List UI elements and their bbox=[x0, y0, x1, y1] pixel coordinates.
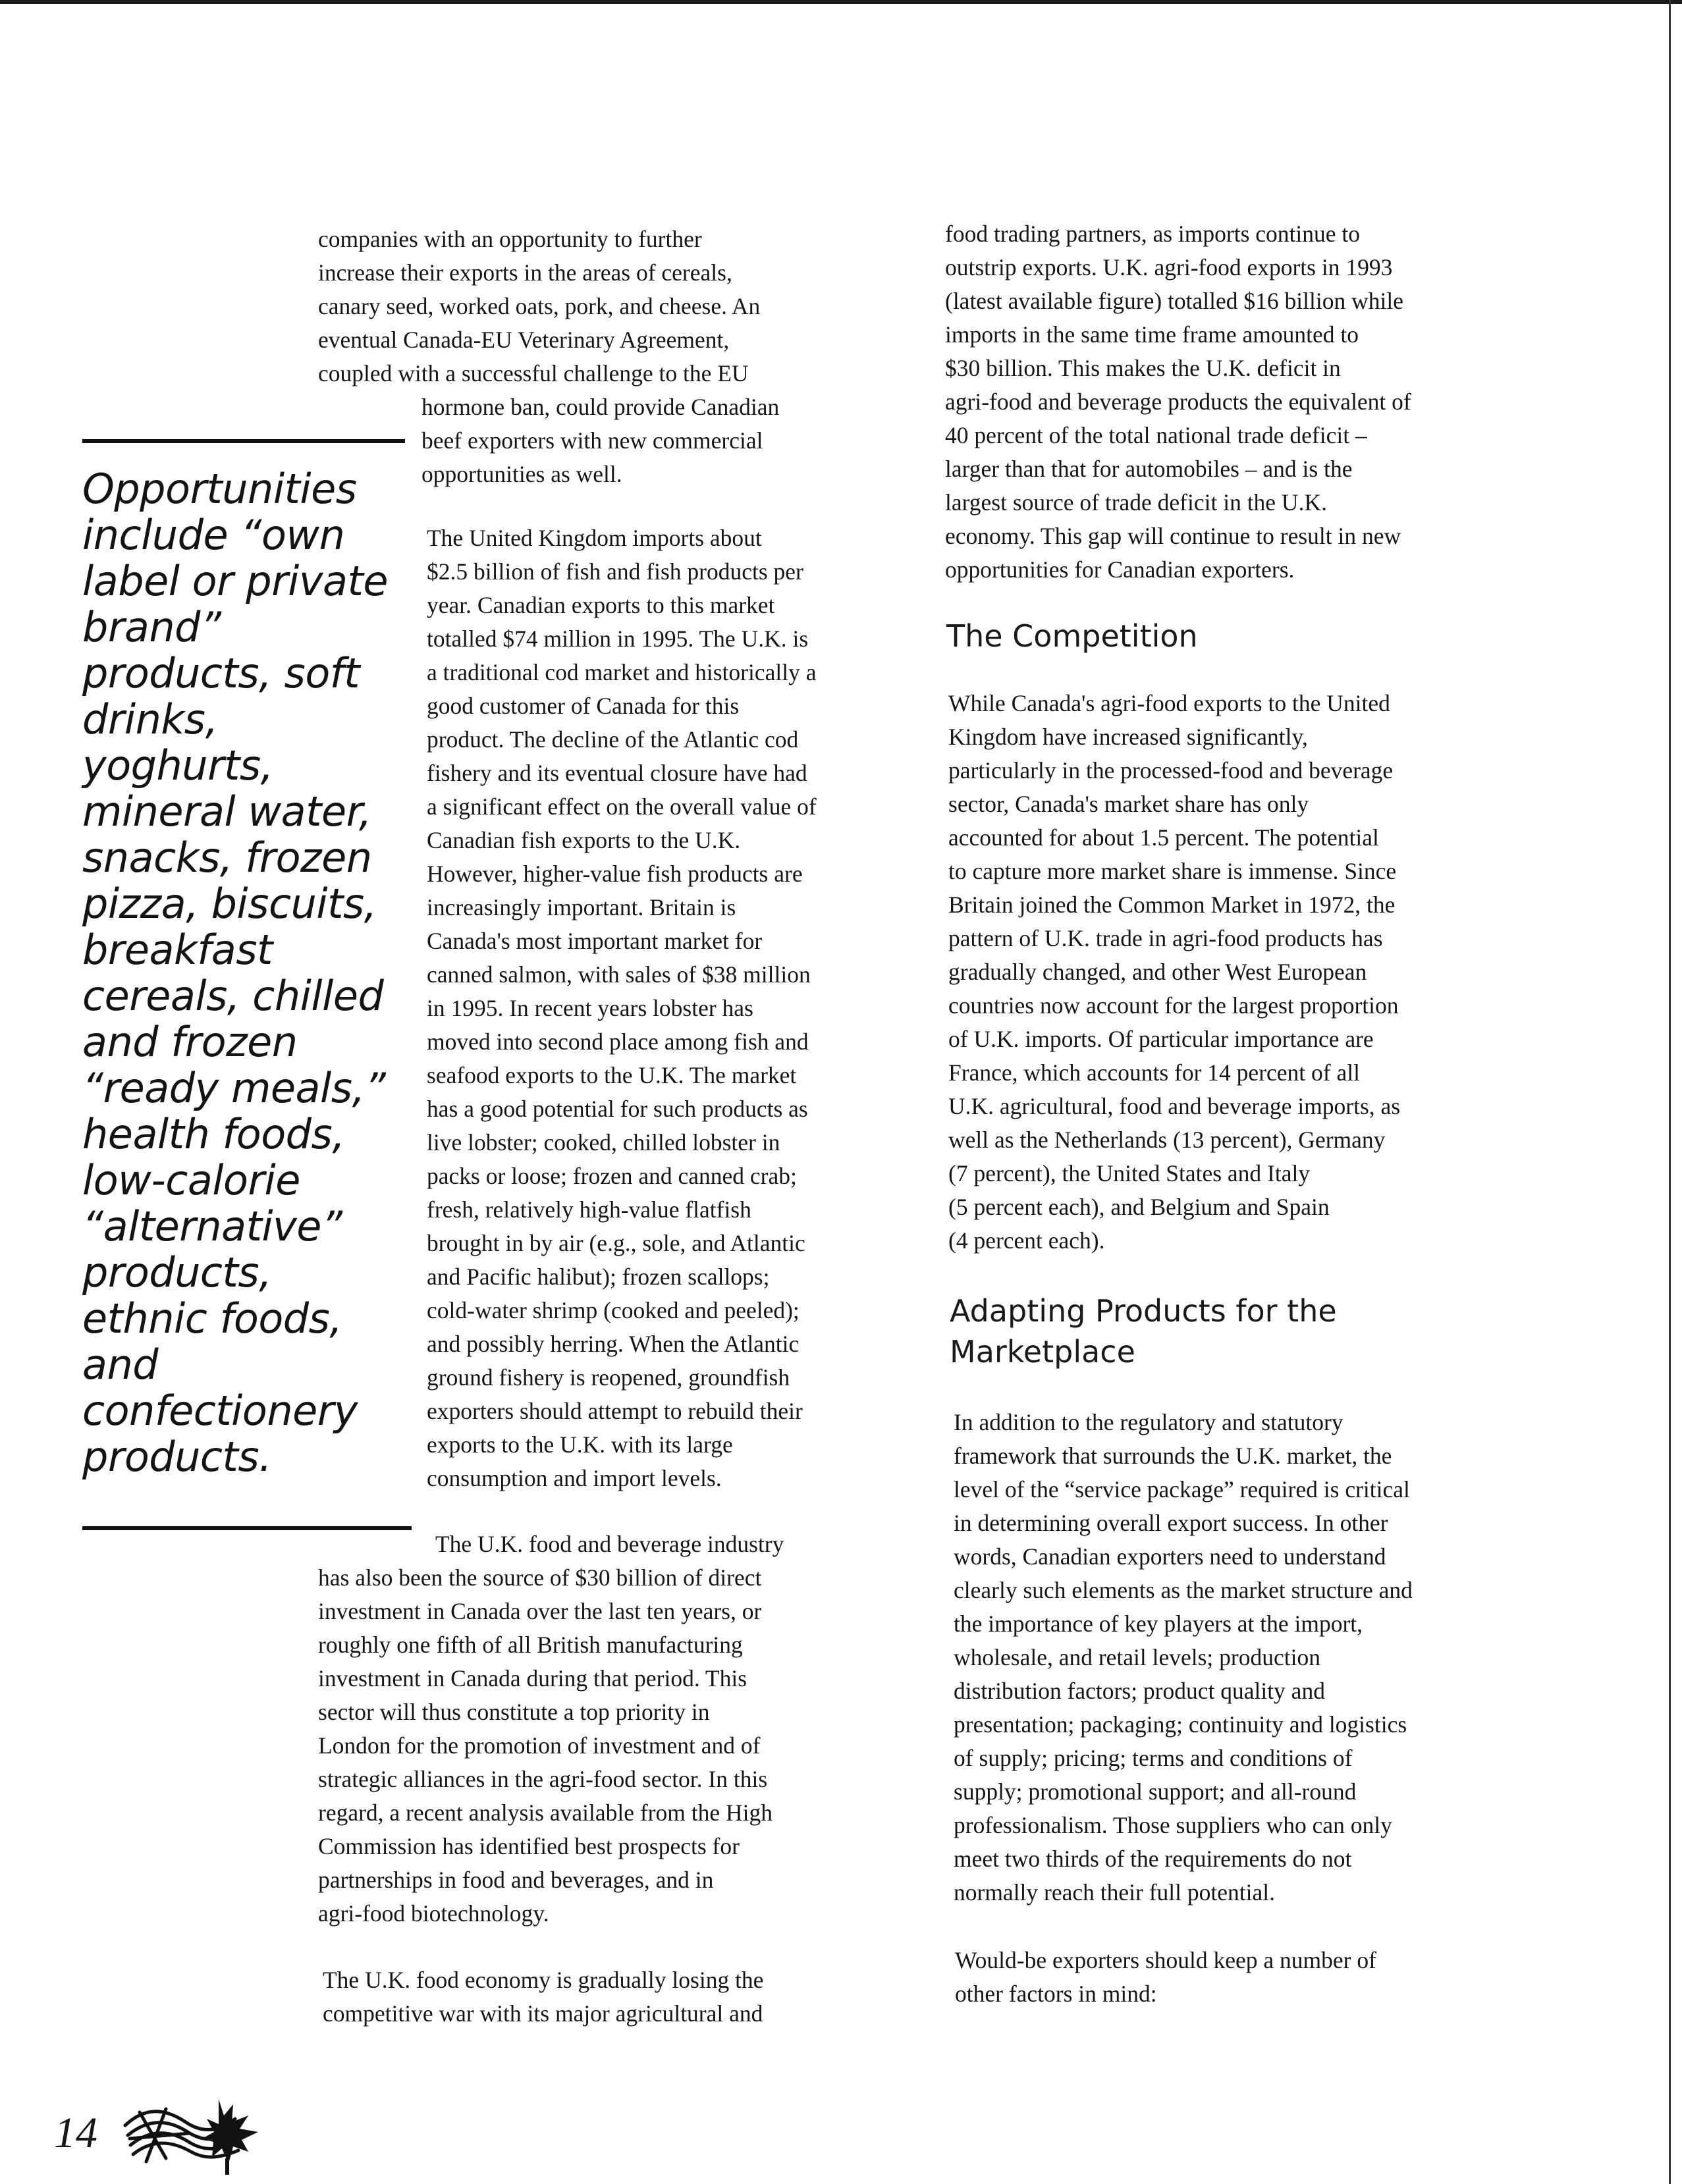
text-line: live lobster; cooked, chilled lobster in bbox=[427, 1129, 780, 1156]
text-line: ground fishery is reopened, groundfish bbox=[427, 1364, 790, 1391]
text-line: supply; promotional support; and all-round bbox=[954, 1778, 1357, 1805]
text-line: economy. This gap will continue to result in new bbox=[945, 523, 1401, 549]
text-line: particularly in the processed-food and beverage bbox=[948, 757, 1394, 784]
text-line: presentation; packaging; continuity and logistics bbox=[954, 1711, 1407, 1738]
right-para-1 bbox=[945, 217, 1411, 587]
pull-quote-line: yoghurts, bbox=[82, 741, 273, 789]
text-line: has also been the source of $30 billion of direct bbox=[318, 1564, 762, 1591]
pull-quote-line: ethnic foods, bbox=[82, 1294, 342, 1343]
text-line: other factors in mind: bbox=[955, 1981, 1157, 2007]
text-line: However, higher-value fish products are bbox=[427, 861, 803, 887]
heading-competition: The Competition bbox=[946, 618, 1198, 654]
text-line: wholesale, and retail levels; production bbox=[954, 1644, 1320, 1670]
scan-edge-right bbox=[1669, 0, 1671, 2184]
text-line: fishery and its eventual closure have had bbox=[427, 760, 807, 786]
text-line: roughly one fifth of all British manufacturing bbox=[318, 1632, 743, 1658]
text-line: (latest available figure) totalled $16 billion while bbox=[945, 288, 1403, 314]
text-line: hormone ban, could provide Canadian bbox=[421, 394, 780, 420]
left-para-3 bbox=[318, 1528, 784, 1931]
text-line: imports in the same time frame amounted to bbox=[945, 321, 1359, 348]
text-line: distribution factors; product quality and bbox=[954, 1678, 1325, 1704]
text-line: product. The decline of the Atlantic cod bbox=[427, 726, 799, 753]
text-line: Canada's most important market for bbox=[427, 928, 763, 954]
text-line: totalled $74 million in 1995. The U.K. is bbox=[427, 626, 809, 652]
left-para-1 bbox=[318, 223, 760, 390]
text-line: The United Kingdom imports about bbox=[427, 525, 762, 551]
pull-quote-line: products, soft bbox=[82, 649, 360, 697]
text-line: countries now account for the largest proportion bbox=[948, 992, 1399, 1019]
text-line: a significant effect on the overall value of bbox=[427, 793, 817, 820]
text-line: meet two thirds of the requirements do not bbox=[954, 1846, 1352, 1872]
left-para-1-cont bbox=[421, 390, 779, 491]
pull-quote-line: and frozen bbox=[82, 1018, 298, 1066]
pull-quote-line: “alternative” bbox=[82, 1202, 342, 1250]
text-line: moved into second place among fish and bbox=[427, 1028, 809, 1055]
text-line: In addition to the regulatory and statutory bbox=[954, 1409, 1343, 1435]
left-para-2 bbox=[427, 521, 817, 1495]
text-line: good customer of Canada for this bbox=[427, 693, 740, 719]
pull-quote-line: breakfast bbox=[82, 926, 273, 974]
text-line: consumption and import levels. bbox=[427, 1465, 722, 1491]
text-line: While Canada's agri-food exports to the United bbox=[948, 690, 1390, 716]
text-line: canary seed, worked oats, pork, and cheese. An bbox=[318, 293, 761, 319]
text-line: $30 billion. This makes the U.K. deficit in bbox=[945, 355, 1341, 381]
pull-quote-top-rule bbox=[82, 439, 405, 443]
text-line: year. Canadian exports to this market bbox=[427, 592, 775, 618]
heading-line: Adapting Products for the bbox=[950, 1293, 1337, 1329]
text-line: companies with an opportunity to further bbox=[318, 226, 702, 252]
text-line: well as the Netherlands (13 percent), Germany bbox=[948, 1127, 1386, 1153]
text-line: eventual Canada-EU Veterinary Agreement, bbox=[318, 327, 730, 353]
text-line: canned salmon, with sales of $38 million bbox=[427, 961, 811, 988]
text-line: Kingdom have increased significantly, bbox=[948, 724, 1308, 750]
text-line: beef exporters with new commercial bbox=[421, 427, 763, 454]
text-line: The U.K. food and beverage industry bbox=[435, 1531, 784, 1557]
text-line: Commission has identified best prospects for bbox=[318, 1833, 740, 1859]
text-line: clearly such elements as the market structure and bbox=[954, 1577, 1413, 1603]
heading-line: Marketplace bbox=[950, 1334, 1135, 1370]
pull-quote-line: include “own bbox=[82, 511, 345, 559]
text-line: sector, Canada's market share has only bbox=[948, 791, 1309, 817]
scan-edge-top bbox=[0, 0, 1682, 4]
text-line: fresh, relatively high-value flatfish bbox=[427, 1196, 751, 1223]
text-line: (7 percent), the United States and Italy bbox=[948, 1160, 1311, 1186]
text-line: exports to the U.K. with its large bbox=[427, 1431, 733, 1458]
right-para-competition bbox=[948, 687, 1400, 1258]
text-line: and possibly herring. When the Atlantic bbox=[427, 1331, 800, 1357]
text-line: food trading partners, as imports continue to bbox=[945, 221, 1360, 247]
pull-quote-line: snacks, frozen bbox=[82, 834, 372, 882]
text-line: gradually changed, and other West European bbox=[948, 959, 1367, 985]
text-line: larger than that for automobiles – and is the bbox=[945, 456, 1353, 482]
text-line: has a good potential for such products as bbox=[427, 1096, 808, 1122]
pull-quote-line: label or private bbox=[82, 557, 388, 605]
text-line: normally reach their full potential. bbox=[954, 1879, 1275, 1905]
text-line: 40 percent of the total national trade deficit – bbox=[945, 422, 1367, 448]
text-line: brought in by air (e.g., sole, and Atlantic bbox=[427, 1230, 805, 1256]
text-line: Would-be exporters should keep a number of bbox=[955, 1947, 1376, 1973]
pull-quote-line: and bbox=[82, 1341, 159, 1389]
text-line: London for the promotion of investment and of bbox=[318, 1732, 761, 1759]
text-line: increase their exports in the areas of cereals, bbox=[318, 259, 732, 286]
pull-quote-line: products, bbox=[82, 1248, 272, 1296]
pull-quote-line: brand” bbox=[82, 603, 221, 651]
text-line: words, Canadian exporters need to understand bbox=[954, 1543, 1386, 1570]
text-line: of U.K. imports. Of particular importance are bbox=[948, 1026, 1374, 1052]
text-line: The U.K. food economy is gradually losing the bbox=[323, 1967, 764, 1993]
text-line: professionalism. Those suppliers who can only bbox=[954, 1812, 1392, 1838]
text-line: a traditional cod market and historically a bbox=[427, 659, 817, 685]
pull-quote-line: Opportunities bbox=[82, 465, 357, 513]
text-line: France, which accounts for 14 percent of all bbox=[948, 1059, 1360, 1086]
right-para-closing bbox=[955, 1944, 1376, 2011]
pull-quote-line: products. bbox=[82, 1433, 272, 1481]
text-line: accounted for about 1.5 percent. The potential bbox=[948, 824, 1379, 851]
pull-quote-line: “ready meals,” bbox=[82, 1064, 386, 1112]
pull-quote-line: pizza, biscuits, bbox=[82, 880, 377, 928]
text-line: Canadian fish exports to the U.K. bbox=[427, 827, 741, 853]
text-line: cold-water shrimp (cooked and peeled); bbox=[427, 1297, 800, 1323]
text-line: investment in Canada over the last ten years, or bbox=[318, 1598, 762, 1624]
text-line: in determining overall export success. In other bbox=[954, 1510, 1388, 1536]
text-line: pattern of U.K. trade in agri-food products has bbox=[948, 925, 1383, 951]
right-para-adapting bbox=[954, 1406, 1413, 1909]
text-line: competitive war with its major agricultural and bbox=[323, 2000, 763, 2027]
text-line: the importance of key players at the import, bbox=[954, 1611, 1363, 1637]
text-line: outstrip exports. U.K. agri-food exports in 1993 bbox=[945, 254, 1393, 280]
page-number: 14 bbox=[54, 2109, 97, 2157]
text-line: (5 percent each), and Belgium and Spain bbox=[948, 1194, 1330, 1220]
text-line: largest source of trade deficit in the U.K. bbox=[945, 489, 1327, 516]
text-line: investment in Canada during that period. This bbox=[318, 1665, 747, 1691]
pull-quote bbox=[82, 466, 425, 1480]
text-line: partnerships in food and beverages, and in bbox=[318, 1867, 714, 1893]
text-line: framework that surrounds the U.K. market, the bbox=[954, 1443, 1392, 1469]
text-line: U.K. agricultural, food and beverage imports, as bbox=[948, 1093, 1401, 1119]
text-line: coupled with a successful challenge to the EU bbox=[318, 360, 749, 386]
pull-quote-line: health foods, bbox=[82, 1110, 345, 1158]
text-line: level of the “service package” required is critical bbox=[954, 1476, 1410, 1503]
text-line: agri-food biotechnology. bbox=[318, 1900, 549, 1927]
text-line: sector will thus constitute a top priority in bbox=[318, 1699, 710, 1725]
pull-quote-line: confectionery bbox=[82, 1387, 358, 1435]
text-line: and Pacific halibut); frozen scallops; bbox=[427, 1264, 770, 1290]
text-line: strategic alliances in the agri-food sector. In this bbox=[318, 1766, 768, 1792]
text-line: to capture more market share is immense. Since bbox=[948, 858, 1397, 884]
text-line: regard, a recent analysis available from the High bbox=[318, 1799, 773, 1826]
text-line: $2.5 billion of fish and fish products per bbox=[427, 558, 803, 585]
pull-quote-line: cereals, chilled bbox=[82, 972, 384, 1020]
canada-uk-flag-icon bbox=[120, 2086, 278, 2178]
heading-adapting bbox=[950, 1291, 1337, 1372]
text-line: packs or loose; frozen and canned crab; bbox=[427, 1163, 797, 1189]
text-line: Britain joined the Common Market in 1972, the bbox=[948, 892, 1396, 918]
text-line: of supply; pricing; terms and conditions of bbox=[954, 1745, 1353, 1771]
text-line: seafood exports to the U.K. The market bbox=[427, 1062, 797, 1088]
text-line: opportunities as well. bbox=[421, 461, 622, 487]
pull-quote-line: low-calorie bbox=[82, 1156, 300, 1204]
text-line: opportunities for Canadian exporters. bbox=[945, 556, 1295, 583]
text-line: increasingly important. Britain is bbox=[427, 894, 736, 920]
pull-quote-line: mineral water, bbox=[82, 787, 372, 836]
pull-quote-line: drinks, bbox=[82, 695, 218, 743]
pull-quote-bottom-rule bbox=[82, 1526, 412, 1530]
text-line: (4 percent each). bbox=[948, 1227, 1105, 1254]
text-line: exporters should attempt to rebuild their bbox=[427, 1398, 803, 1424]
left-para-4 bbox=[323, 1963, 763, 2031]
text-line: agri-food and beverage products the equivalent of bbox=[945, 388, 1411, 415]
text-line: in 1995. In recent years lobster has bbox=[427, 995, 753, 1021]
